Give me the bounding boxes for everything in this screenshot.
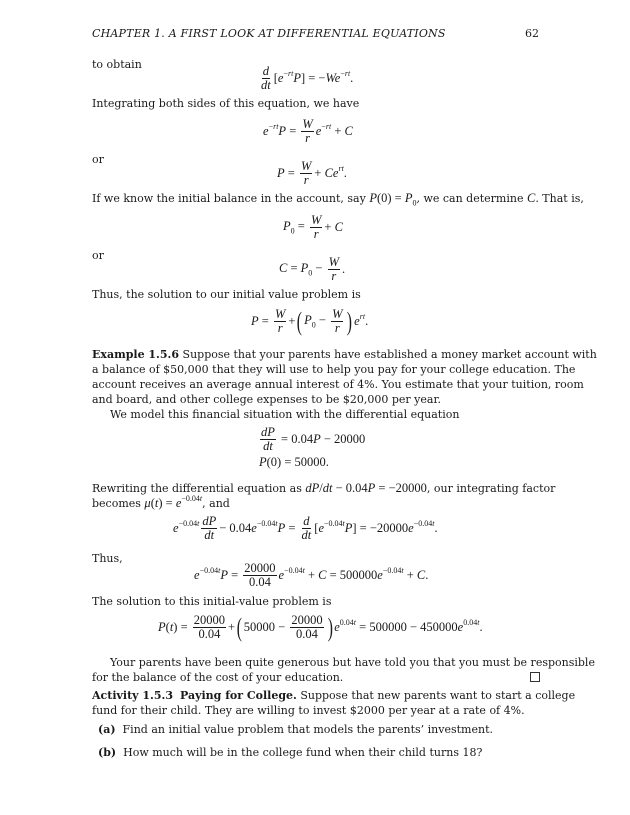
paragraph-thus: Thus, the solution to our initial value problem is [92,288,361,301]
paragraph-rewriting-1: Rewriting the differential equation as dP/dt − 0.04P = −20000, our integrating factor [92,481,556,495]
equation-c: $C = P_0$ − $\frac{W}{r}$ . [279,255,346,283]
equation-integrating-factor: $e^{-0.04t}$ $\frac{dP}{dt}$ − $0.04e^{-0.04t}P$ = $\frac{d}{dt}$ $[e^{-0.04t}P] = -20000e^{-0.04t}$. [173,514,438,542]
paragraph-integrating: Integrating both sides of this equation, we have [92,97,360,110]
paragraph-generous-2: for the balance of the cost of your education. [92,671,344,684]
activity-item-b: (b) How much will be in the college fund when their child turns 18? [98,746,483,759]
paragraph-initial-balance: If we know the initial balance in the account, say $P(0) = P_0$, we can determine C. That is, [92,191,584,208]
equation-p-solved: P = $\frac{W}{r}$ + $Ce^{rt}$. [277,159,347,187]
paragraph-to-obtain: to obtain [92,58,142,71]
equation-solution-general: P = $\frac{W}{r}$ + ( $P_0$ − $\frac{W}{r}$ ) $e^{rt}$. [251,306,369,336]
activity-title: Paying for College. [180,689,297,702]
paragraph-generous-1: Your parents have been quite generous but have told you that you must be responsible [110,656,595,669]
equation-ivp-initial: P(0) = 50000. [259,455,329,469]
paragraph-or-2: or [92,249,104,262]
activity-item-a: (a) Find an initial value problem that models the parents’ investment. [98,723,493,736]
paragraph-model: We model this financial situation with the differential equation [110,408,460,421]
activity-label: Activity 1.5.3 [92,689,173,702]
example-line-2: a balance of $50,000 that they will use to help you pay for your college education. The [92,363,576,376]
equation-ivp-ode: $\frac{dP}{dt}$ = 0.04P − 20000 [261,425,366,453]
paragraph-rewriting-2: becomes $\mu(t) = e^{-0.04t}$, and [92,494,230,510]
example-line-4: and board, and other college expenses to be $20,000 per year. [92,393,441,406]
paragraph-or-1: or [92,153,104,166]
example-line-3: account receives an average annual interest of 4%. You estimate that your tuition, room [92,378,584,391]
example-label: Example 1.5.6 [92,348,180,361]
equation-p0: $P_0$ = $\frac{W}{r}$ + C [283,213,343,241]
equation-integrated-example: $e^{-0.04t}P$ = $\frac{20000}{0.04}$ $e^{-0.04t} + C = 500000e^{-0.04t} + C$. [194,561,429,589]
paragraph-thus-2: Thus, [92,552,123,565]
paragraph-solution: The solution to this initial-value problem is [92,595,332,608]
equation-derivative: $\frac{d}{dt}$ $[e^{-rt}P] = -We^{-rt}$. [261,64,354,92]
equation-solution-example: P(t) = $\frac{20000}{0.04}$ + ( 50000 − $\frac{20000}{0.04}$ ) $e^{0.04t} = 500000 - 450000e^{0.04t}$. [158,612,483,642]
activity-line-2: fund for their child. They are willing to invest $2000 per year at a rate of 4%. [92,704,525,717]
example-line-1: Example 1.5.6 Suppose that your parents have established a money market account with [92,348,597,361]
running-header: CHAPTER 1. A FIRST LOOK AT DIFFERENTIAL EQUATIONS [92,27,446,40]
page-number: 62 [525,27,539,40]
equation-integrated: $e^{-rt}P$ = $\frac{W}{r}$ $e^{-rt} + C$ [263,117,353,145]
end-of-example-square [530,672,540,682]
activity-line-1: Activity 1.5.3 Paying for College. Suppose that new parents want to start a college [92,689,576,702]
